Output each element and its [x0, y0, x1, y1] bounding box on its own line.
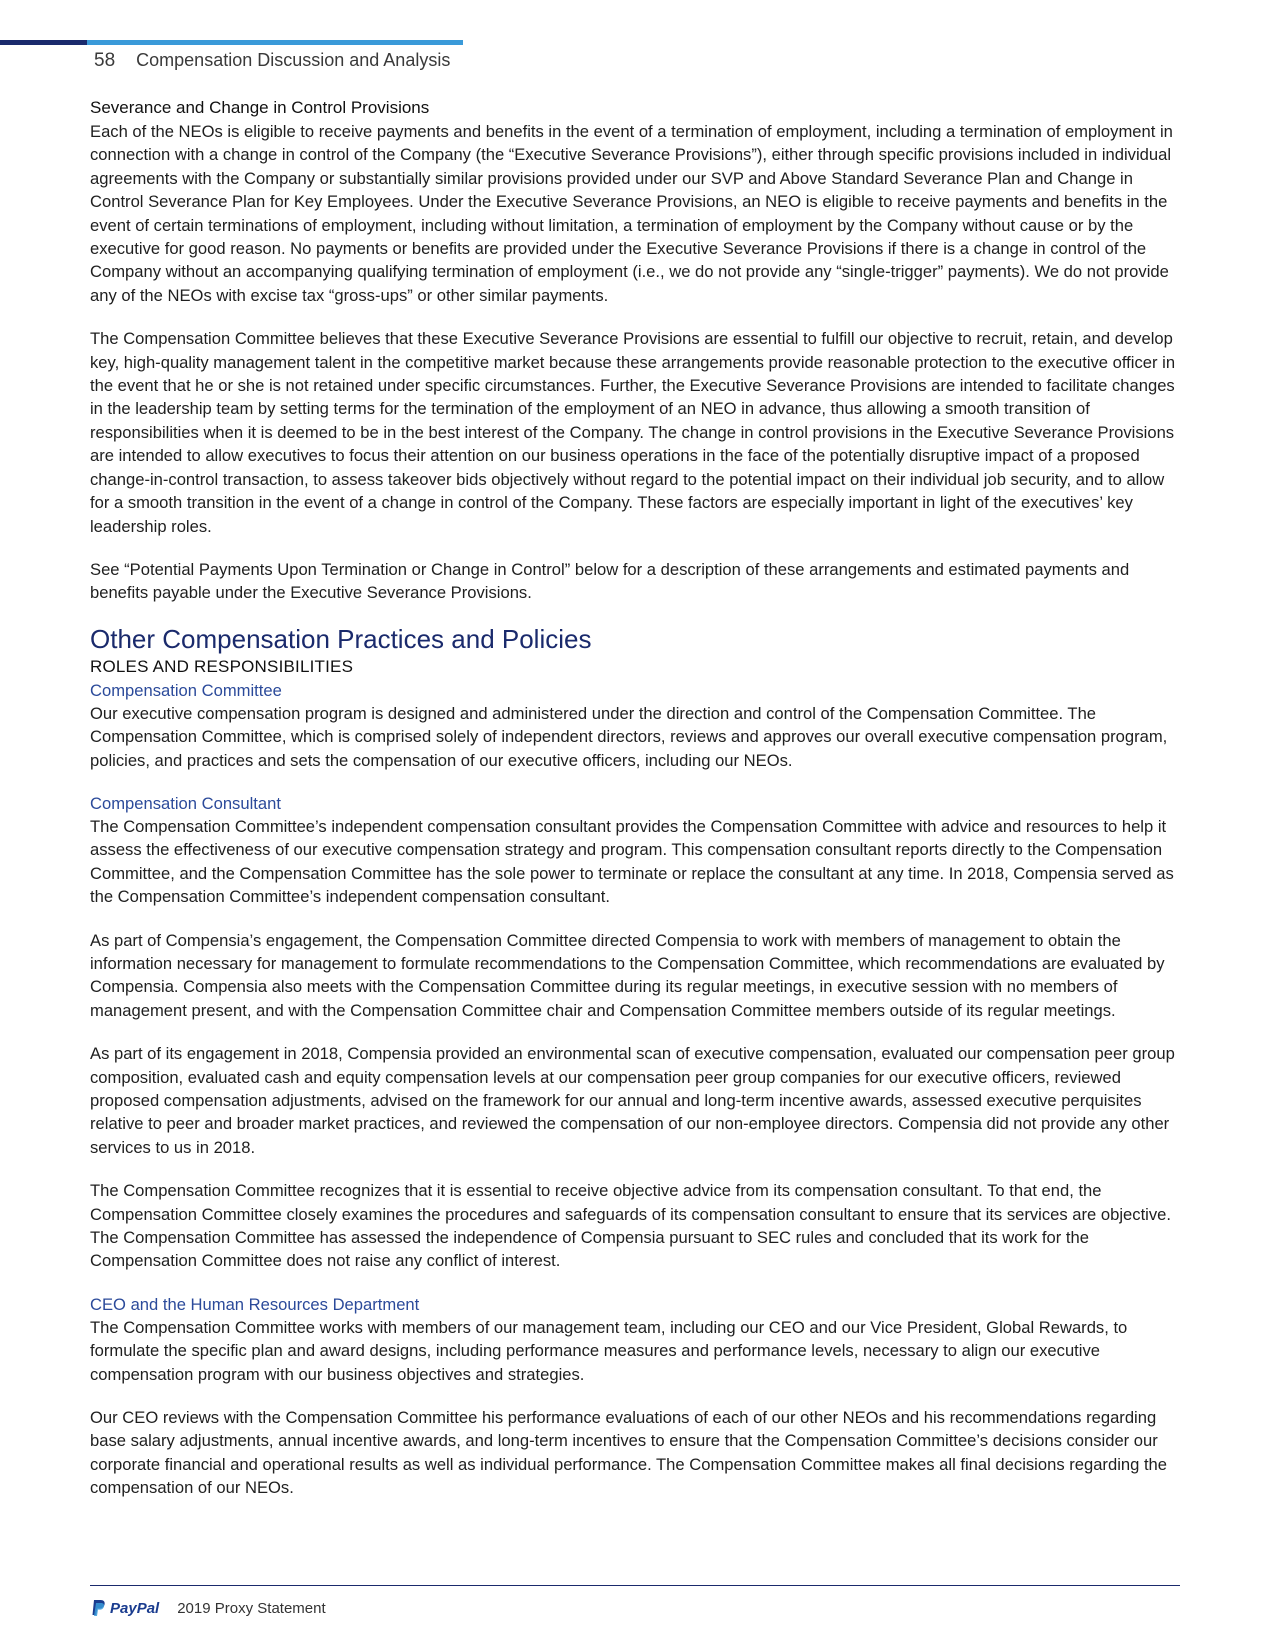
page-footer — [90, 1596, 326, 1620]
committee-paragraph-1: Our executive compensation program is designed and administered under the direction and control of the Compensation Committee. The Compensation Committee, which is comprised solely of independent directors, reviews and approves our overall executive compensation program, policies, and practices and sets the compensation of our executive officers, including our NEOs. — [90, 703, 1168, 770]
section-title-other-practices: Other Compensation Practices and Policies — [90, 623, 592, 654]
severance-heading: Severance and Change in Control Provisions — [90, 98, 430, 117]
consultant-paragraph-4: The Compensation Committee recognizes that it is essential to receive objective advice from its compensation consultant. To that end, the Compensation Committee closely examines the procedures and safeguards of its compensation consultant to ensure that its services are objective. The Compensation Committee has assessed the independence of Compensia pursuant to SEC rules and concluded that its work for the Compensation Committee does not raise any conflict of interest. — [90, 1181, 1172, 1271]
roles-heading: ROLES AND RESPONSIBILITIES — [90, 656, 354, 676]
compensation-consultant-heading: Compensation Consultant — [90, 793, 281, 813]
consultant-paragraph-2: As part of Compensia’s engagement, the Compensation Committee directed Compensia to work with members of management to obtain the information necessary for management to formulate recommendations to the Compensation Committee, which recommendations are evaluated by Compensia. Compensia also meets with the Compensation Committee during its regular meetings, in executive session with no members of management present, and with the Compensation Committee chair and Compensation Committee members outside of its regular meetings. — [90, 930, 1165, 1020]
compensation-committee-heading: Compensation Committee — [90, 680, 282, 700]
page-number: 58 — [94, 50, 116, 71]
footer-divider — [90, 1585, 1180, 1586]
severance-paragraph-1: Each of the NEOs is eligible to receive payments and benefits in the event of a termination of employment, including a termination of employment in connection with a change in control of the Company (the “Executive Severance Provisions”), either through specific provisions included in individual agreements with the Company or substantially similar provisions provided under our SVP and Above Standard Severance Plan and Change in Control Severance Plan for Key Employees. Under the Executive Severance Provisions, an NEO is eligible to receive payments and benefits in the event of certain terminations of employment, including without limitation, a termination of employment by the Company without cause or by the executive for good reason. No payments or benefits are provided under the Executive Severance Provisions if there is a change in control of the Company without an accompanying qualifying termination of employment (i.e., we do not provide any “single-trigger” payments). We do not provide any of the NEOs with excise tax “gross-ups” or other similar payments. — [90, 122, 1173, 305]
page-header — [94, 50, 450, 72]
page-content — [90, 96, 1180, 1520]
ceo-hr-paragraph-2: Our CEO reviews with the Compensation Committee his performance evaluations of each of our other NEOs and his recommendations regarding base salary adjustments, annual incentive awards, and long-term incentives to ensure that the Compensation Committee’s decisions consider our corporate financial and operational results as well as individual performance. The Compensation Committee makes all final decisions regarding the compensation of our NEOs. — [90, 1408, 1168, 1498]
header-section-title: Compensation Discussion and Analysis — [136, 50, 451, 70]
consultant-paragraph-1: The Compensation Committee’s independent compensation consultant provides the Compensation Committee with advice and resources to help it assess the effectiveness of our executive compensation strategy and program. This compensation consultant reports directly to the Compensation Committee, and the Compensation Committee has the sole power to terminate or replace the consultant at any time. In 2018, Compensia served as the Compensation Committee’s independent compensation consultant. — [90, 816, 1174, 907]
severance-paragraph-3: See “Potential Payments Upon Termination or Change in Control” below for a description of these arrangements and estimated payments and benefits payable under the Executive Severance Provisions. — [90, 559, 1130, 603]
header-accent-bar-dark — [0, 40, 87, 45]
consultant-paragraph-3: As part of its engagement in 2018, Compensia provided an environmental scan of executive compensation, evaluated our compensation peer group composition, evaluated cash and equity compensation levels at our compensation peer group companies for our executive officers, reviewed proposed compensation adjustments, advised on the framework for our annual and long-term incentive awards, assessed executive perquisites relative to peer and broader market practices, and reviewed the compensation of our non-employee directors. Compensia did not provide any other services to us in 2018. — [90, 1044, 1175, 1157]
header-accent-bar-light — [87, 40, 463, 45]
ceo-hr-paragraph-1: The Compensation Committee works with members of our management team, including our CEO and our Vice President, Global Rewards, to formulate the specific plan and award designs, including performance measures and performance levels, necessary to align our executive compensation program with our business objectives and strategies. — [90, 1317, 1128, 1384]
ceo-hr-heading: CEO and the Human Resources Department — [90, 1294, 420, 1314]
severance-paragraph-2: The Compensation Committee believes that these Executive Severance Provisions are essential to fulfill our objective to recruit, retain, and develop key, high-quality management talent in the competitive market because these arrangements provide reasonable protection to the executive officer in the event that he or she is not retained under specific circumstances. Further, the Executive Severance Provisions are intended to facilitate changes in the leadership team by setting terms for the termination of the employment of an NEO in advance, thus allowing a smooth transition of responsibilities when it is deemed to be in the best interest of the Company. The change in control provisions in the Executive Severance Provisions are intended to allow executives to focus their attention on our business operations in the face of the potentially disruptive impact of a proposed change-in-control transaction, to assess takeover bids objectively without regard to the potential impact on their individual job security, and to allow for a smooth transition in the event of a change in control of the Company. These factors are especially important in light of the executives’ key leadership roles. — [90, 329, 1176, 536]
paypal-logo-icon — [90, 1599, 106, 1618]
footer-proxy-statement: 2019 Proxy Statement — [177, 1599, 326, 1617]
paypal-brand-text: PayPal — [110, 1599, 160, 1617]
